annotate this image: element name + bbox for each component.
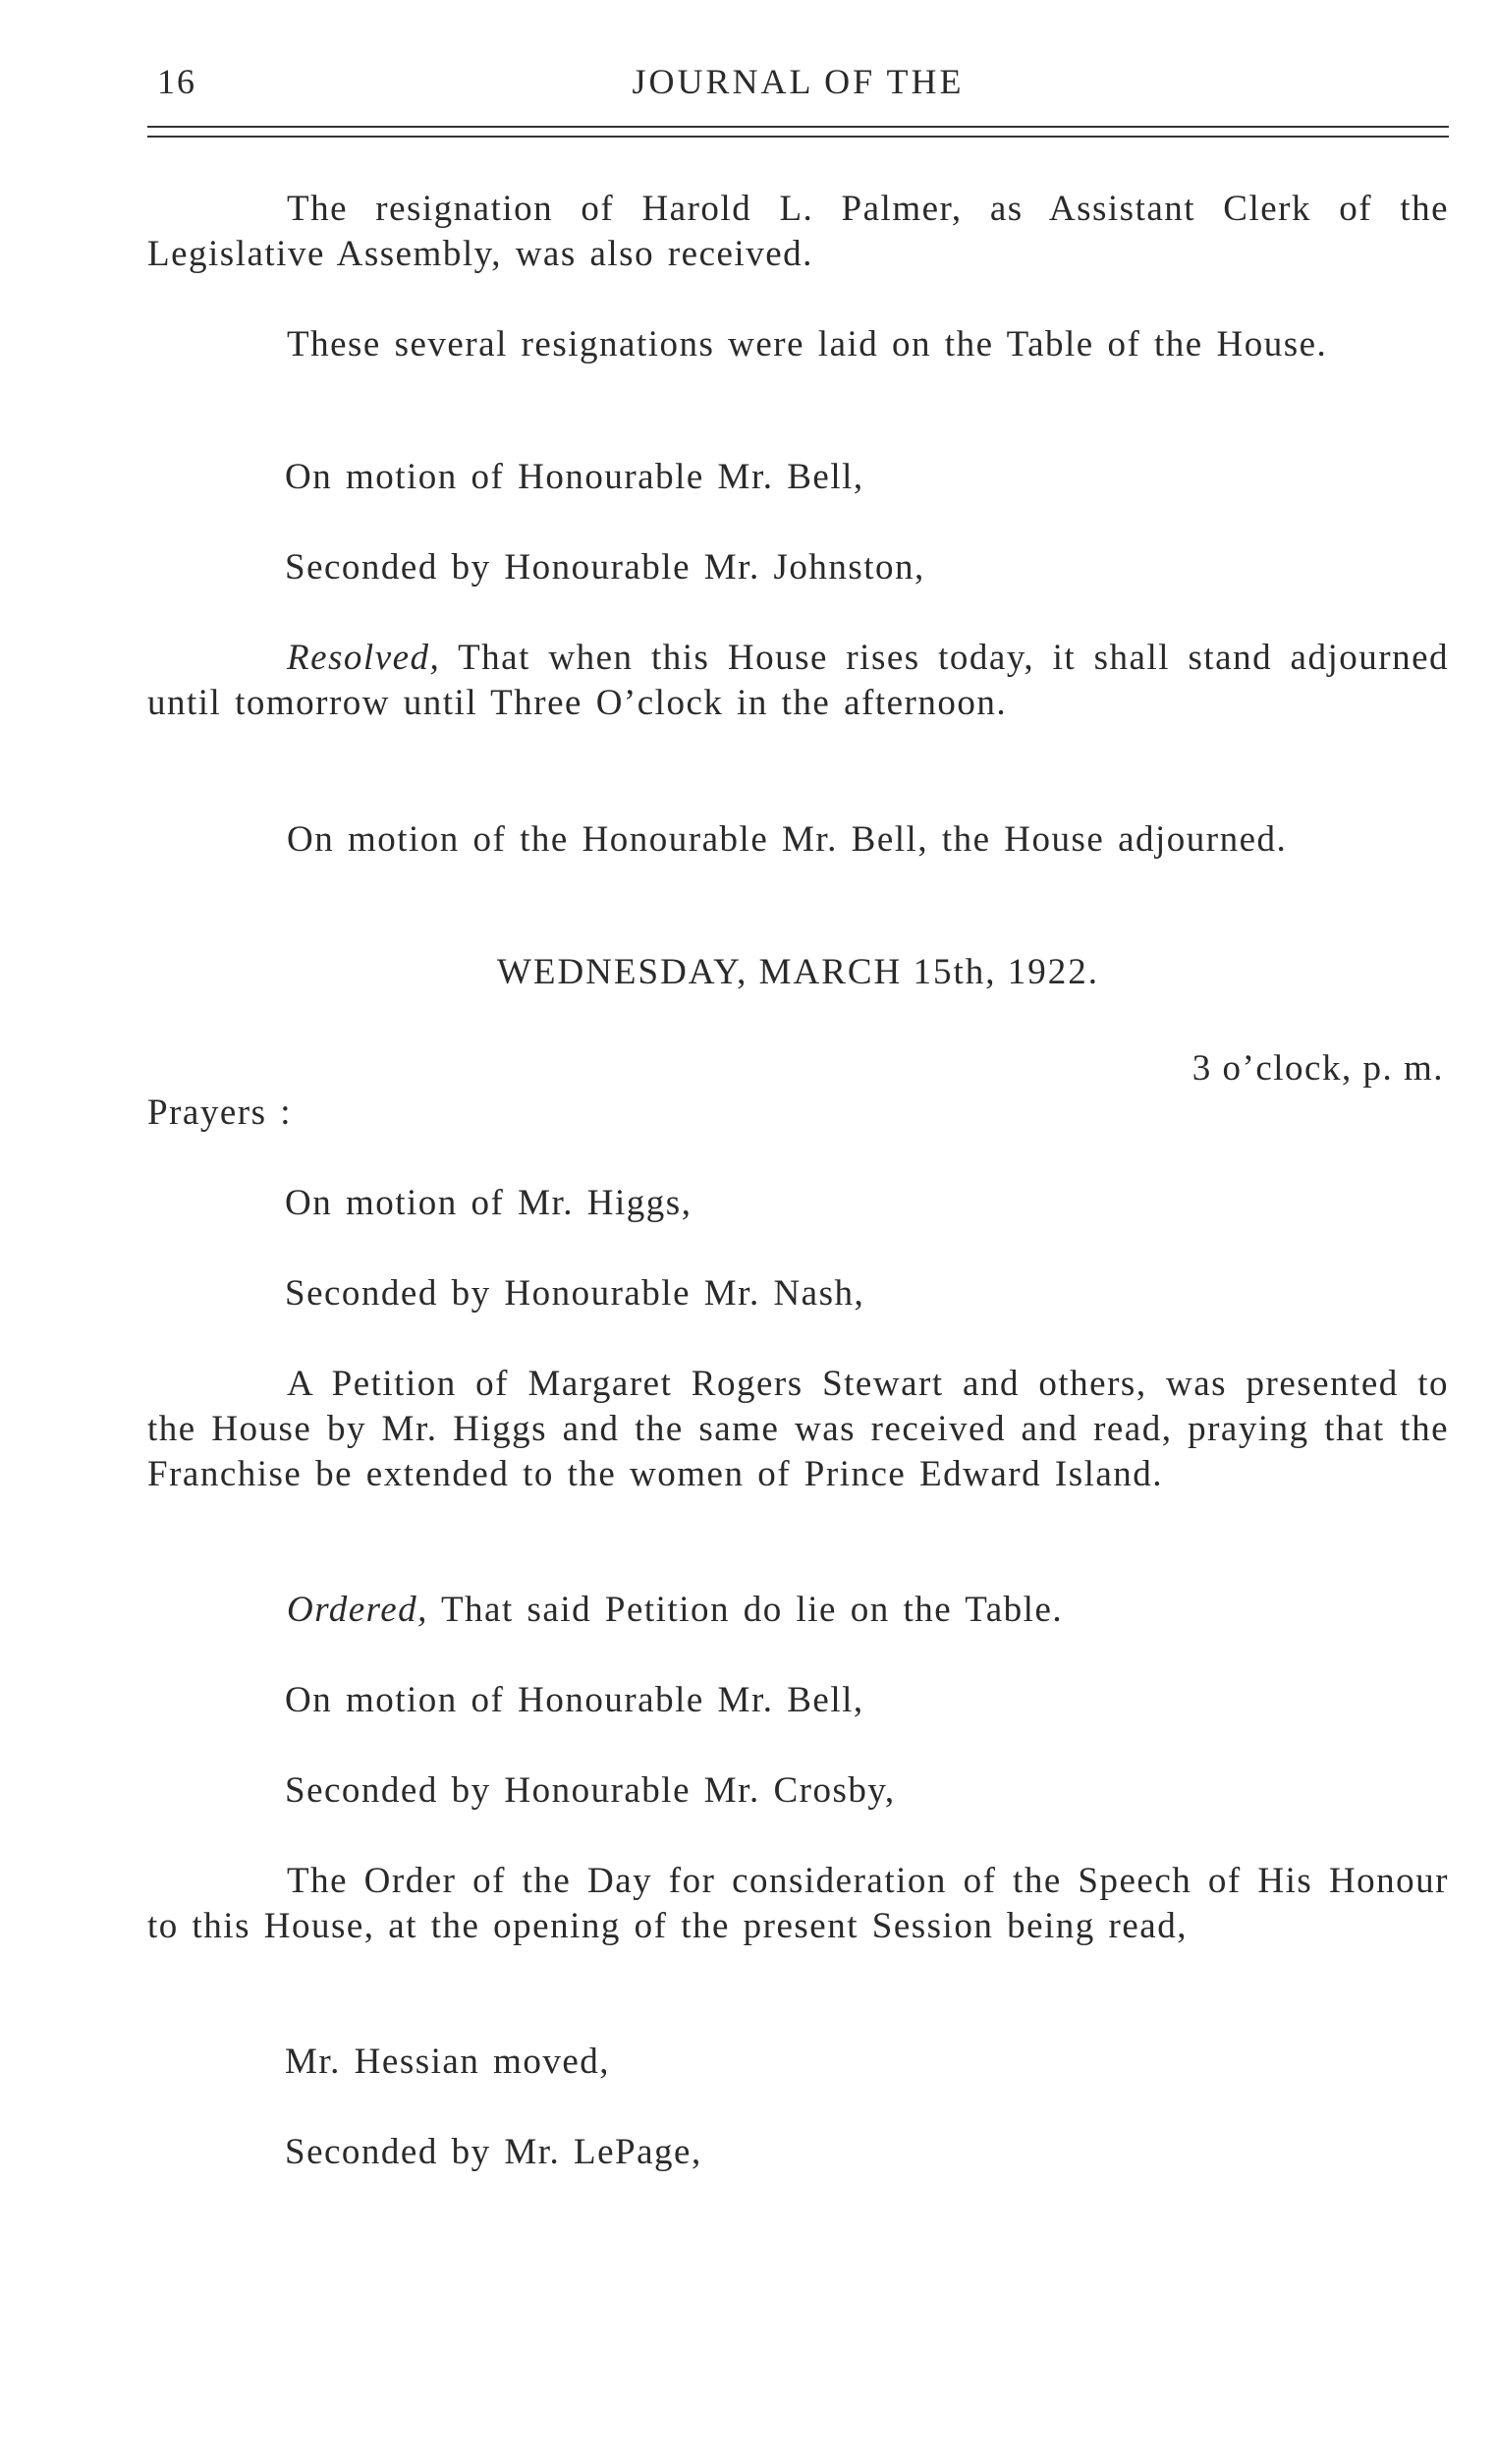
ordered-label: Ordered, (287, 1590, 428, 1630)
seconded-line-crosby: Seconded by Honourable Mr. Crosby, (285, 1770, 896, 1811)
time-line: 3 o’clock, p. m. (1191, 1048, 1444, 1089)
seconded-line-nash: Seconded by Honourable Mr. Nash, (285, 1273, 865, 1314)
paragraph-order-of-day: The Order of the Day for consideration of the Speech of His Honour to this House, at the opening of the present Session being read, (147, 1861, 1449, 1946)
page-number: 16 (157, 62, 196, 101)
paragraph-ordered (147, 1588, 1449, 1633)
paragraph-resignation-palmer: The resignation of Harold L. Palmer, as Assistant Clerk of the Legislative Assembly, was also received. (147, 189, 1449, 274)
header-rule-top (147, 126, 1449, 128)
paragraph-adjourned: On motion of the Honourable Mr. Bell, the House adjourned. (287, 819, 1288, 860)
header-rule-bottom (147, 136, 1449, 138)
running-title: JOURNAL OF THE (632, 62, 965, 101)
paragraph-petition: A Petition of Margaret Rogers Stewart and others, was presented to the House by Mr. Higgs and the same was received and read, praying that the Franchise be extended to the women of Prince Edward Island. (147, 1364, 1449, 1494)
moved-line-hessian: Mr. Hessian moved, (285, 2042, 611, 2082)
prayers-line: Prayers : (147, 1092, 292, 1133)
seconded-line-johnston: Seconded by Honourable Mr. Johnston, (285, 547, 925, 588)
resolved-label: Resolved, (287, 638, 441, 678)
motion-line-higgs: On motion of Mr. Higgs, (285, 1183, 693, 1223)
paragraph-resolved (147, 636, 1449, 726)
seconded-line-lepage: Seconded by Mr. LePage, (285, 2132, 702, 2172)
resolved-text: That when this House rises today, it shall stand adjourned until tomorrow until Three O’clock in the afternoon. (147, 638, 1449, 723)
motion-line-bell-2: On motion of Honourable Mr. Bell, (285, 1680, 864, 1720)
motion-line-bell: On motion of Honourable Mr. Bell, (285, 457, 864, 497)
page-header (147, 61, 1449, 108)
date-heading: WEDNESDAY, MARCH 15th, 1922. (496, 952, 1100, 992)
paragraph-resignations-laid: These several resignations were laid on the Table of the House. (287, 324, 1328, 364)
ordered-text: That said Petition do lie on the Table. (427, 1590, 1064, 1630)
